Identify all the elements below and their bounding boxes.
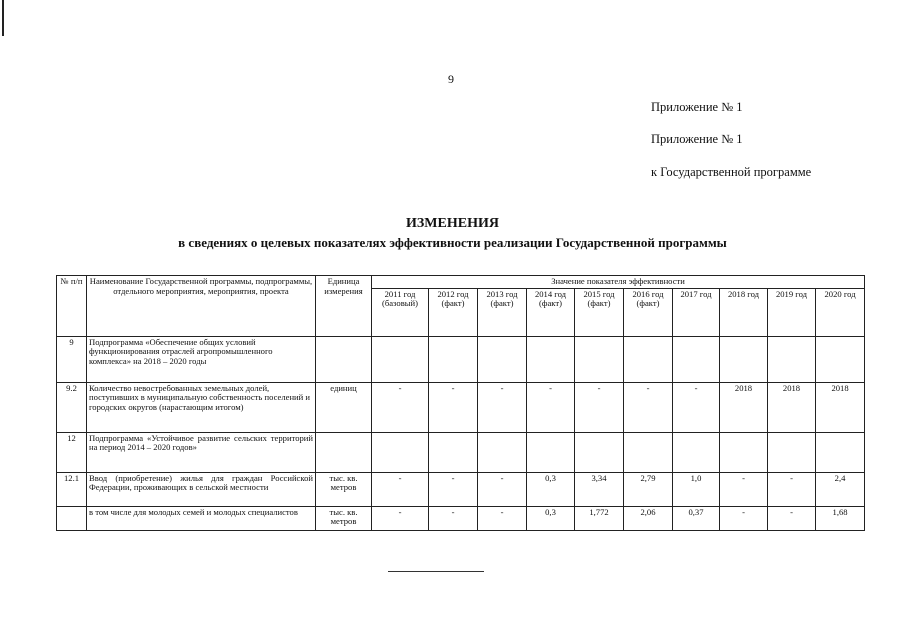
table-row [57, 336, 865, 382]
row-value: 2018 [816, 382, 865, 432]
row-value: - [372, 472, 429, 506]
row-value: - [575, 382, 624, 432]
row-value: 2,79 [624, 472, 673, 506]
header-year: 2011 год (базовый) [372, 288, 429, 336]
row-num: 12 [57, 432, 87, 472]
appendix-line-1: Приложение № 1 [651, 100, 743, 114]
row-value: - [478, 382, 527, 432]
row-value [720, 432, 768, 472]
row-value: - [478, 506, 527, 530]
header-year: 2012 год (факт) [429, 288, 478, 336]
row-value: - [372, 506, 429, 530]
row-value [720, 336, 768, 382]
row-value: 1,68 [816, 506, 865, 530]
row-unit: тыс. кв. метров [316, 472, 372, 506]
row-num: 9.2 [57, 382, 87, 432]
row-value [624, 336, 673, 382]
table-row [57, 382, 865, 432]
row-value [575, 336, 624, 382]
row-value [478, 432, 527, 472]
row-value: 2018 [720, 382, 768, 432]
table-row [57, 432, 865, 472]
row-value [575, 432, 624, 472]
page-number: 9 [448, 72, 454, 86]
document-title: ИЗМЕНЕНИЯ [406, 216, 499, 231]
row-value: 2,4 [816, 472, 865, 506]
row-value: 1,0 [673, 472, 720, 506]
row-value: - [624, 382, 673, 432]
row-name: Подпрограмма «Обеспечение общих условий функционирования отраслей агропромышленного комплекса» на 2018 – 2020 годы [87, 336, 316, 382]
row-name: Ввод (приобретение) жилья для граждан Российской Федерации, проживающих в сельской местности [87, 472, 316, 506]
header-name: Наименование Государственной программы, подпрограммы, отдельного мероприятия, мероприятия, проекта [87, 276, 316, 337]
row-value: 3,34 [575, 472, 624, 506]
row-value [624, 432, 673, 472]
appendix-line-3: к Государственной программе [651, 165, 812, 179]
row-value: - [478, 472, 527, 506]
table-header-row-1 [57, 276, 865, 289]
row-unit: тыс. кв. метров [316, 506, 372, 530]
row-value: - [720, 506, 768, 530]
header-num: № п/п [57, 276, 87, 337]
row-value: 0,3 [527, 472, 575, 506]
header-year: 2013 год (факт) [478, 288, 527, 336]
row-name: Количество невостребованных земельных долей, поступивших в муниципальную собственность поселений и городских округов (нарастающим итогом) [87, 382, 316, 432]
row-value [673, 336, 720, 382]
header-unit: Единица измерения [316, 276, 372, 337]
table-row [57, 506, 865, 530]
row-value: - [429, 506, 478, 530]
row-value [527, 336, 575, 382]
scan-edge-line [2, 0, 4, 36]
indicators-table [56, 275, 865, 531]
row-name: в том числе для молодых семей и молодых специалистов [87, 506, 316, 530]
row-num [57, 506, 87, 530]
row-value: - [372, 382, 429, 432]
row-value: - [720, 472, 768, 506]
header-year: 2020 год [816, 288, 865, 336]
row-unit [316, 336, 372, 382]
row-value [429, 336, 478, 382]
end-rule [388, 571, 484, 572]
header-year: 2014 год (факт) [527, 288, 575, 336]
row-value [429, 432, 478, 472]
row-value: 1,772 [575, 506, 624, 530]
row-value [768, 432, 816, 472]
row-value [673, 432, 720, 472]
row-value [768, 336, 816, 382]
row-unit: единиц [316, 382, 372, 432]
header-year: 2016 год (факт) [624, 288, 673, 336]
row-value: - [673, 382, 720, 432]
row-num: 9 [57, 336, 87, 382]
row-value [478, 336, 527, 382]
header-year: 2018 год [720, 288, 768, 336]
row-value [527, 432, 575, 472]
row-name: Подпрограмма «Устойчивое развитие сельских территорий на период 2014 – 2020 годов» [87, 432, 316, 472]
appendix-line-2: Приложение № 1 [651, 132, 743, 146]
row-value: 2,06 [624, 506, 673, 530]
document-subtitle: в сведениях о целевых показателях эффективности реализации Государственной программы [178, 235, 727, 250]
header-year: 2017 год [673, 288, 720, 336]
row-value [816, 432, 865, 472]
row-value: 0,37 [673, 506, 720, 530]
row-value: - [429, 382, 478, 432]
row-value: - [768, 472, 816, 506]
row-unit [316, 432, 372, 472]
table-row [57, 472, 865, 506]
row-num: 12.1 [57, 472, 87, 506]
row-value: - [768, 506, 816, 530]
header-values-group: Значение показателя эффективности [372, 276, 865, 289]
row-value [816, 336, 865, 382]
row-value [372, 336, 429, 382]
row-value: 2018 [768, 382, 816, 432]
header-year: 2019 год [768, 288, 816, 336]
row-value: 0,3 [527, 506, 575, 530]
row-value: - [527, 382, 575, 432]
header-year: 2015 год (факт) [575, 288, 624, 336]
row-value: - [429, 472, 478, 506]
row-value [372, 432, 429, 472]
